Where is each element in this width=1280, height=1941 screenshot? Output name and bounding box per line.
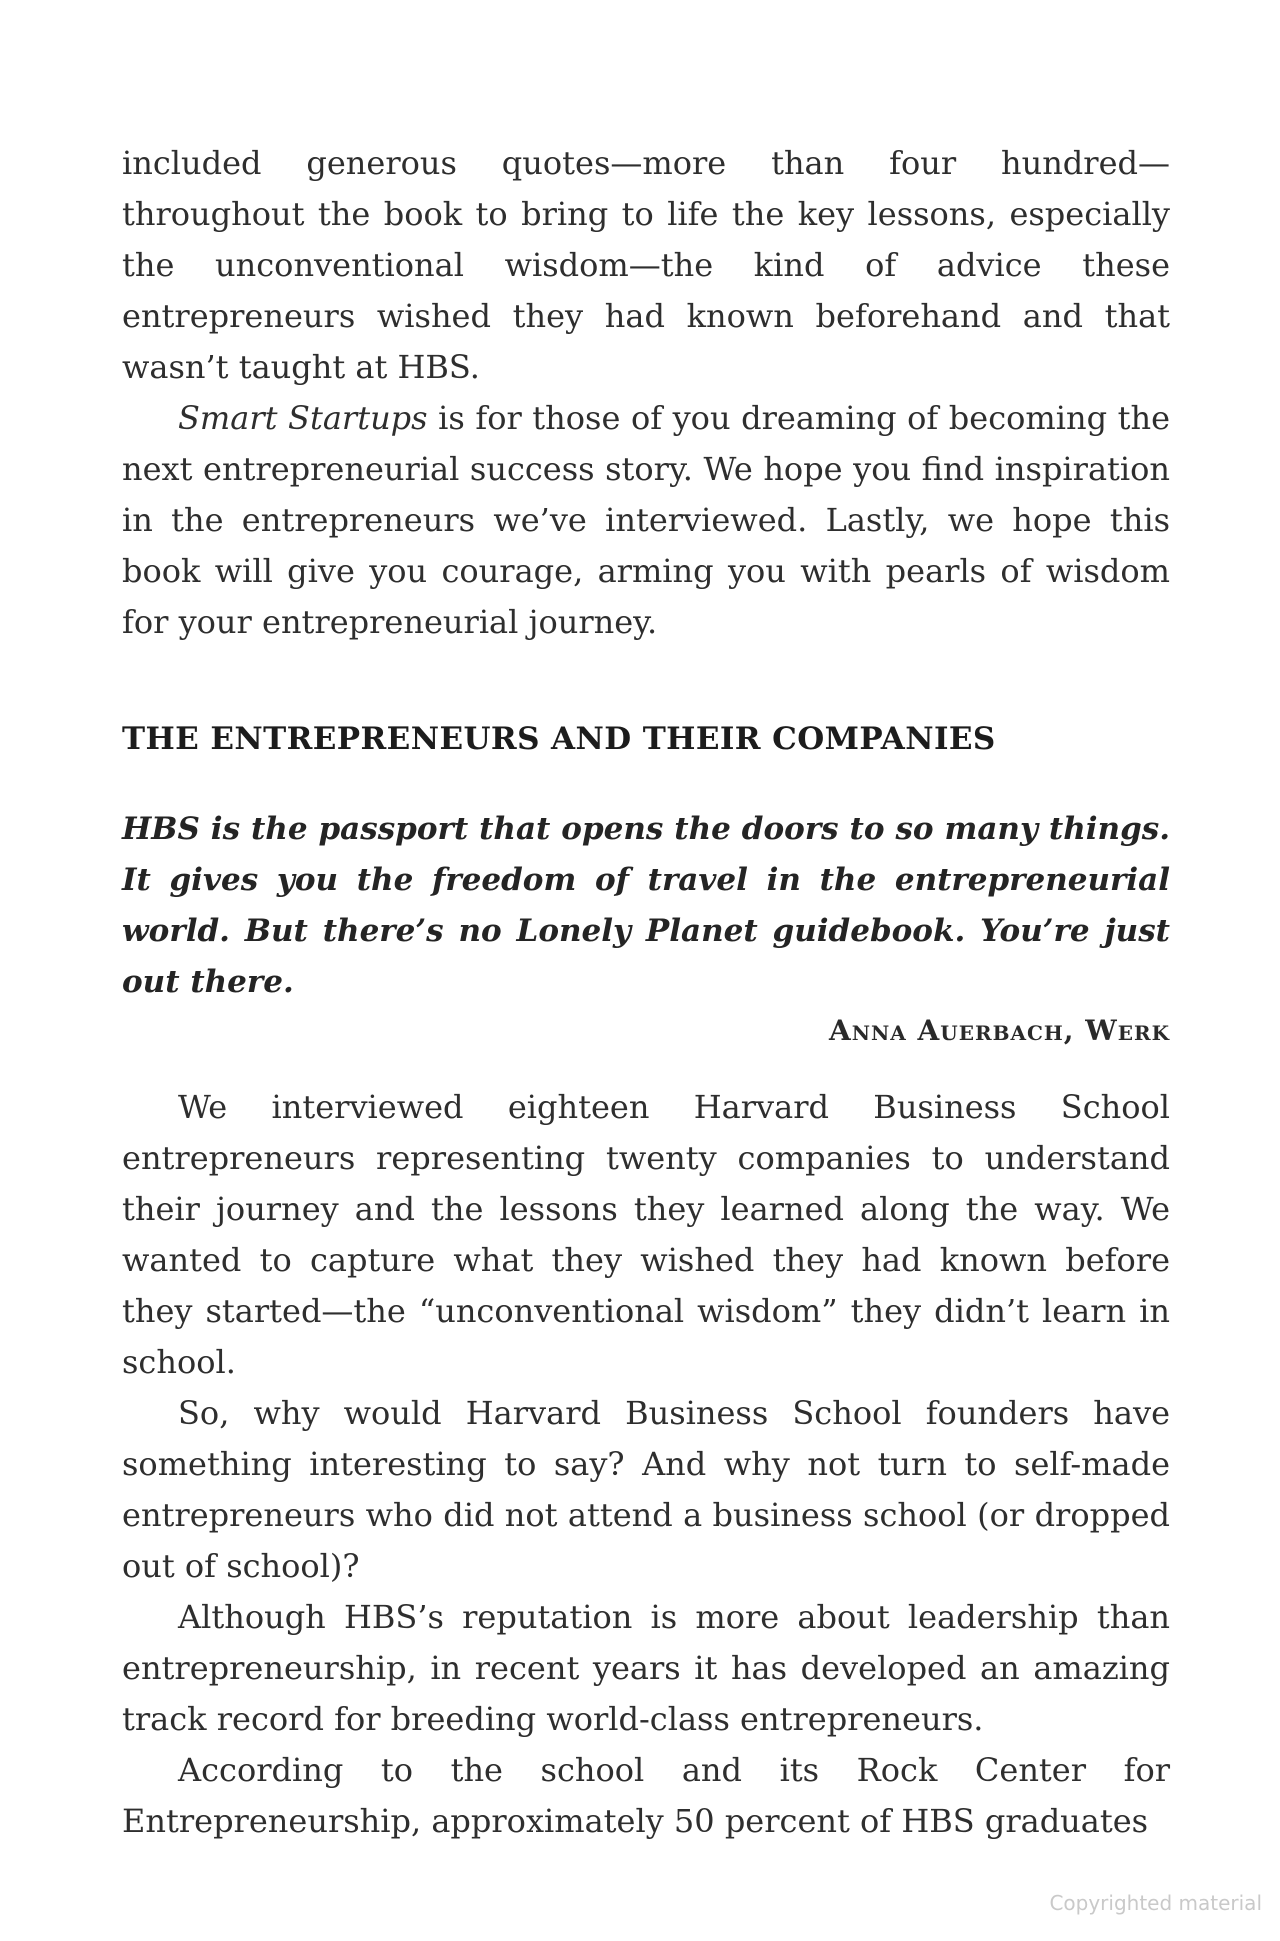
paragraph — [122, 393, 1170, 648]
page-text — [122, 138, 1170, 1847]
paragraph: So, why would Harvard Business School founders have something interesting to say? And why not turn to self-made entrepreneurs who did not attend a business school (or dropped out of school)? — [122, 1394, 1170, 1585]
paragraph: According to the school and its Rock Center for Entrepreneurship, approximately 50 percent of HBS graduates — [122, 1751, 1170, 1840]
paragraph: Although HBS’s reputation is more about leadership than entrepreneurship, in recent years it has developed an amazing track record for breeding world-class entrepreneurs. — [122, 1598, 1170, 1738]
paragraph: We interviewed eighteen Harvard Business School entrepreneurs representing twenty companies to understand their journey and the lessons they learned along the way. We wanted to capture what they wished they had known before they started—the “unconventional wisdom” they didn’t learn in school. — [122, 1088, 1170, 1381]
section-heading: THE ENTREPRENEURS AND THEIR COMPANIES — [122, 721, 996, 757]
book-title-italic: Smart Startups — [178, 399, 428, 437]
epigraph-attribution: Anna Auerbach, Werk — [828, 1014, 1170, 1047]
copyright-watermark: Copyrighted material — [1049, 1891, 1262, 1915]
paragraph-text: is for those of you dreaming of becoming the next entrepreneurial success story. We hope you find inspiration in the entrepreneurs we’ve interviewed. Lastly, we hope this book will give you courage, arming you with pearls of wisdom for your entrepreneurial journey. — [122, 399, 1171, 641]
paragraph-continuation: included generous quotes—more than four hundred—throughout the book to bring to life the key lessons, especially the unconventional wisdom—the kind of advice these entrepreneurs wished they had known beforehand and that wasn’t taught at HBS. — [122, 144, 1170, 386]
epigraph-quote: HBS is the passport that opens the doors to so many things. It gives you the freedom of travel in the entrepreneurial world. But there’s no Lonely Planet guidebook. You’re just out there. — [122, 811, 1170, 1000]
